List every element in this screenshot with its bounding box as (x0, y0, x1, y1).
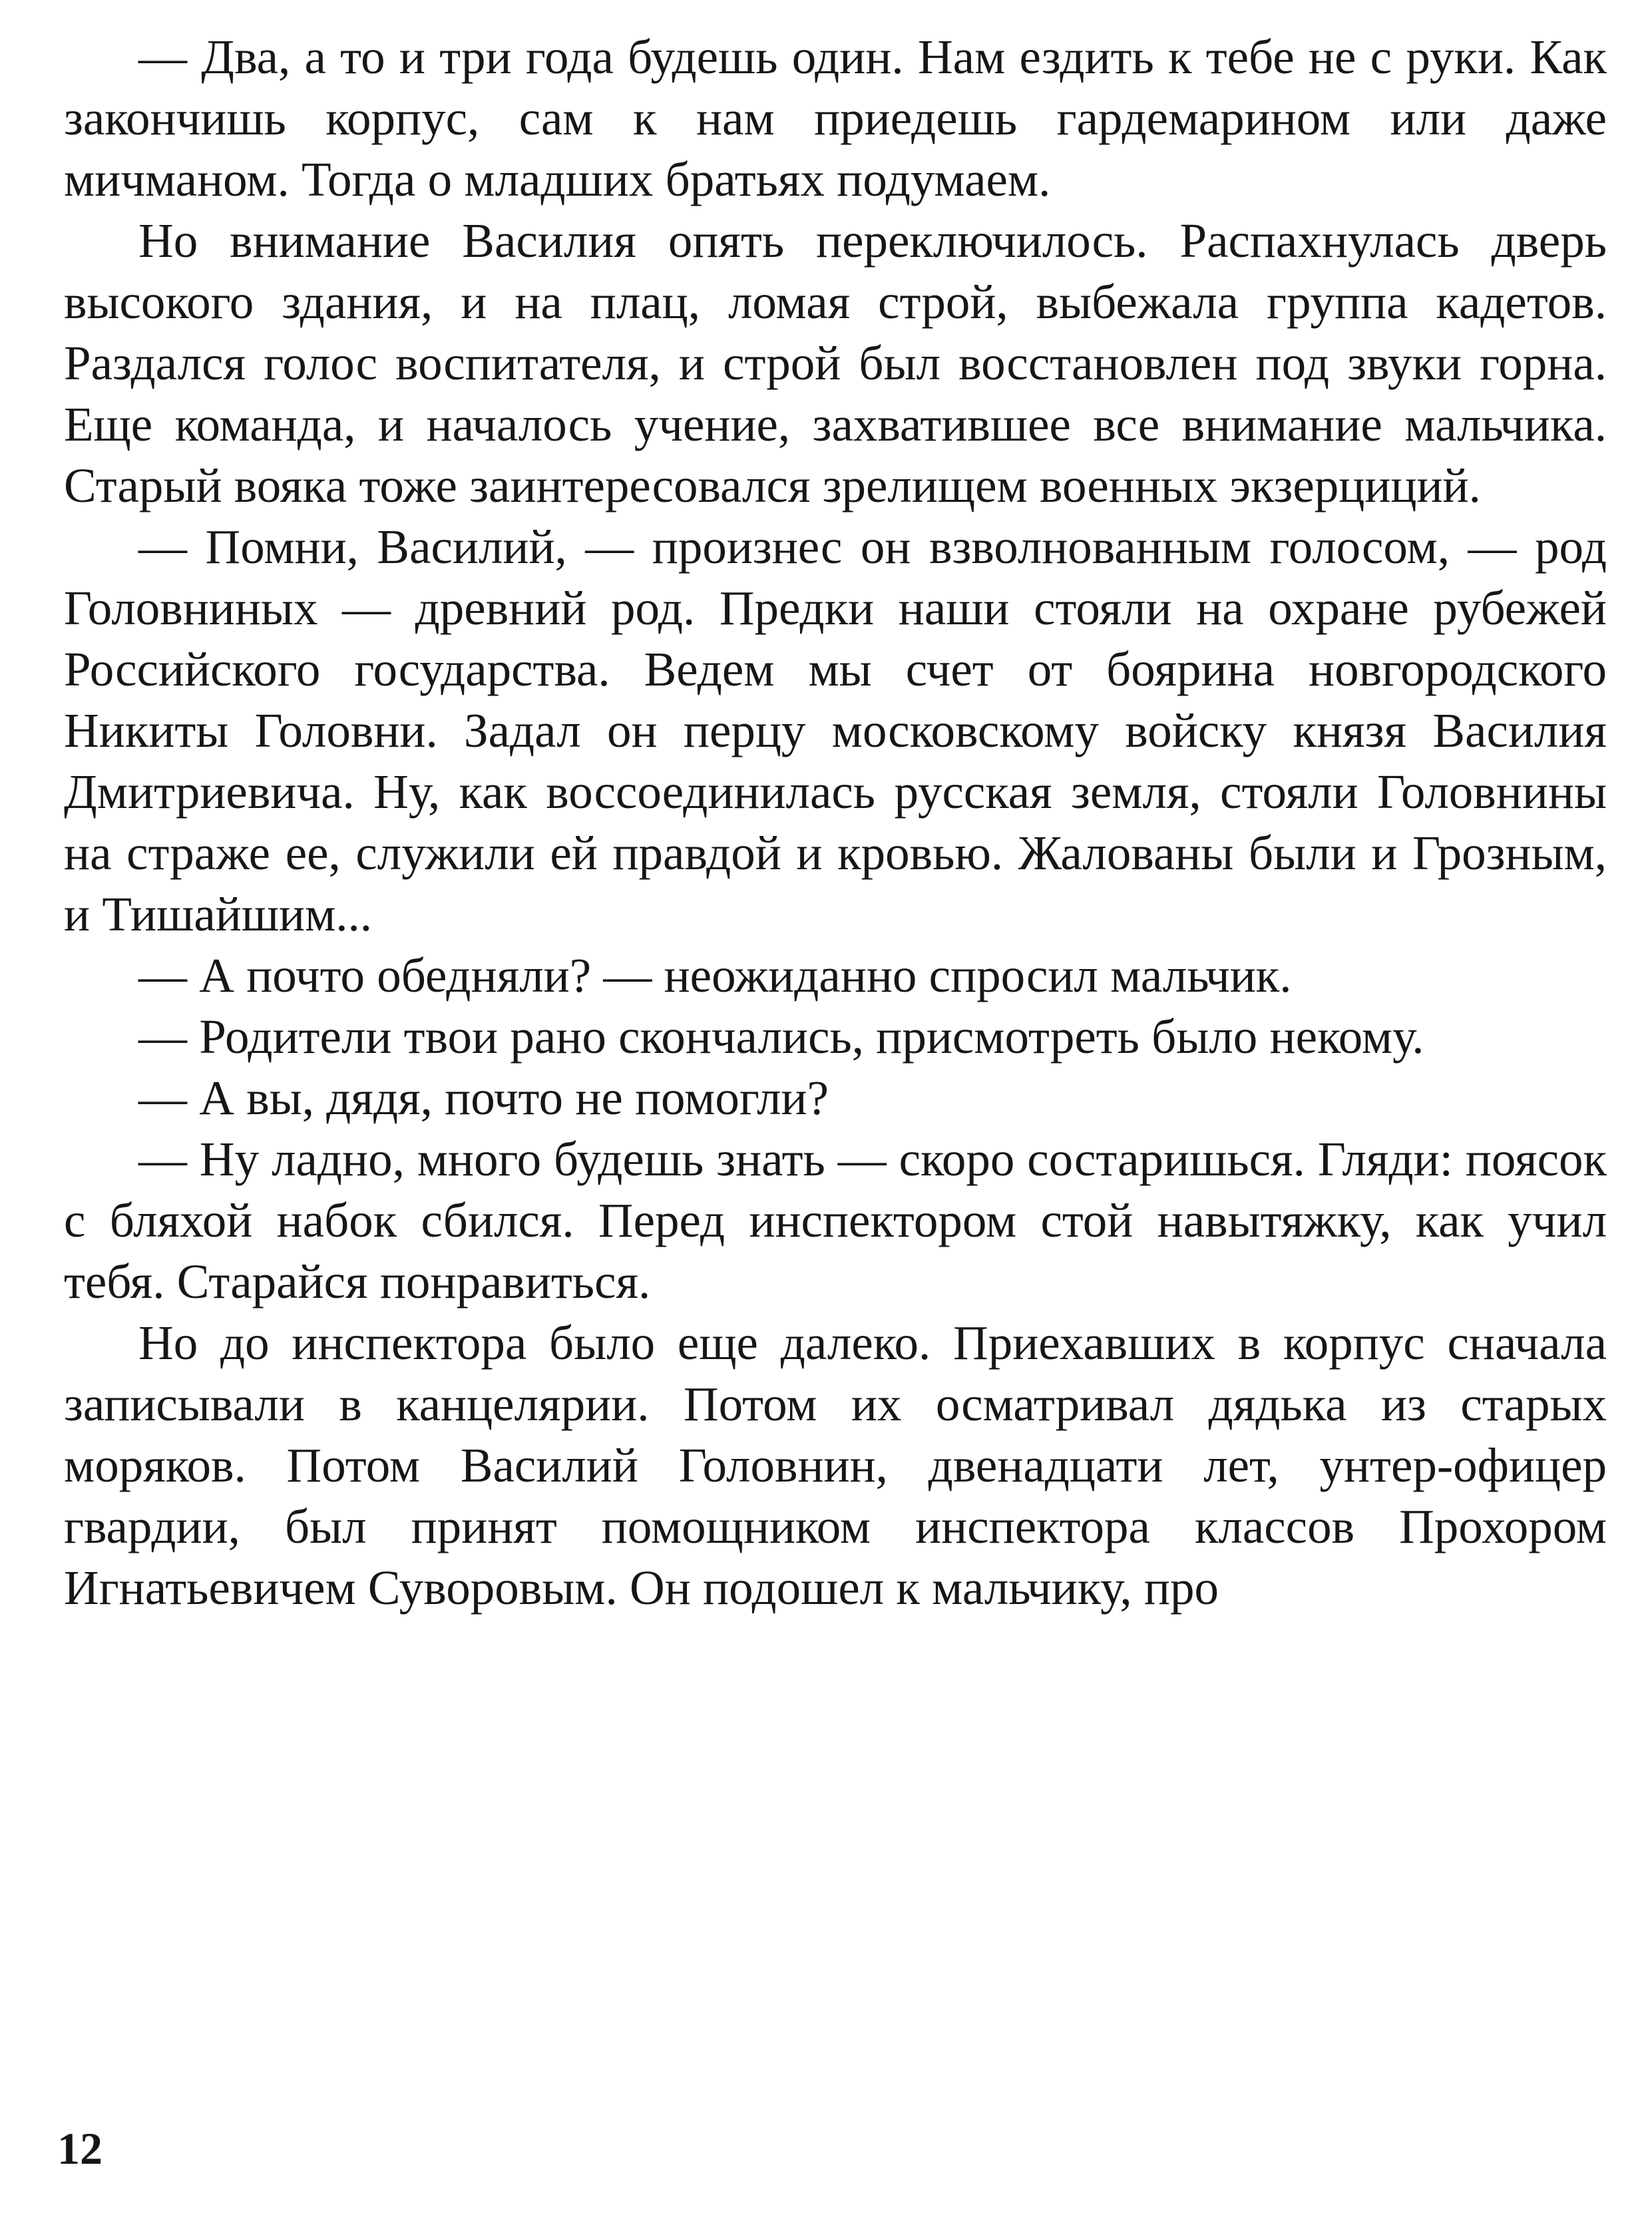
paragraph-6: — А вы, дядя, почто не помогли? (138, 1071, 829, 1125)
paragraph-5: — Родители твои рано скончались, присмотреть было некому. (138, 1010, 1424, 1064)
paragraph-2: Но внимание Василия опять переключилось. Распахнулась дверь высокого здания, и на плац, ломая строй, выбежала группа кадетов. Раздался голос воспитателя, и строй был восстановлен под звуки горна. Еще команда, и началось учение, захватившее все внимание мальчика. Старый вояка тоже заинтересовался зрелищем военных экзерциций. (64, 214, 1607, 512)
paragraph-8: Но до инспектора было еще далеко. Приехавших в корпус сначала записывали в канцелярии. Потом их осматривал дядька из старых моряков. Потом Василий Головнин, двенадцати лет, унтер-офицер гвардии, был принят помощником инспектора классов Прохором Игнатьевичем Суворовым. Он подошел к мальчику, про (64, 1316, 1607, 1615)
body-text (64, 27, 1607, 1619)
page-number: 12 (57, 2123, 103, 2174)
paragraph-4: — А почто обедняли? — неожиданно спросил мальчик. (138, 948, 1292, 1002)
paragraph-1: — Два, а то и три года будешь один. Нам ездить к тебе не с руки. Как закончишь корпус, сам к нам приедешь гардемарином или даже мичманом. Тогда о младших братьях подумаем. (64, 30, 1607, 206)
paragraph-3: — Помни, Василий, — произнес он взволнованным голосом, — род Головниных — древний род. Предки наши стояли на охране рубежей Российского государства. Ведем мы счет от боярина новгородского Никиты Головни. Задал он перцу московскому войску князя Василия Дмитриевича. Ну, как воссоединилась русская земля, стояли Головнины на страже ее, служили ей правдой и кровью. Жалованы были и Грозным, и Тишайшим... (64, 520, 1607, 941)
paragraph-7: — Ну ладно, много будешь знать — скоро состаришься. Гляди: поясок с бляхой набок сбился. Перед инспектором стой навытяжку, как учил тебя. Старайся понравиться. (64, 1132, 1607, 1308)
